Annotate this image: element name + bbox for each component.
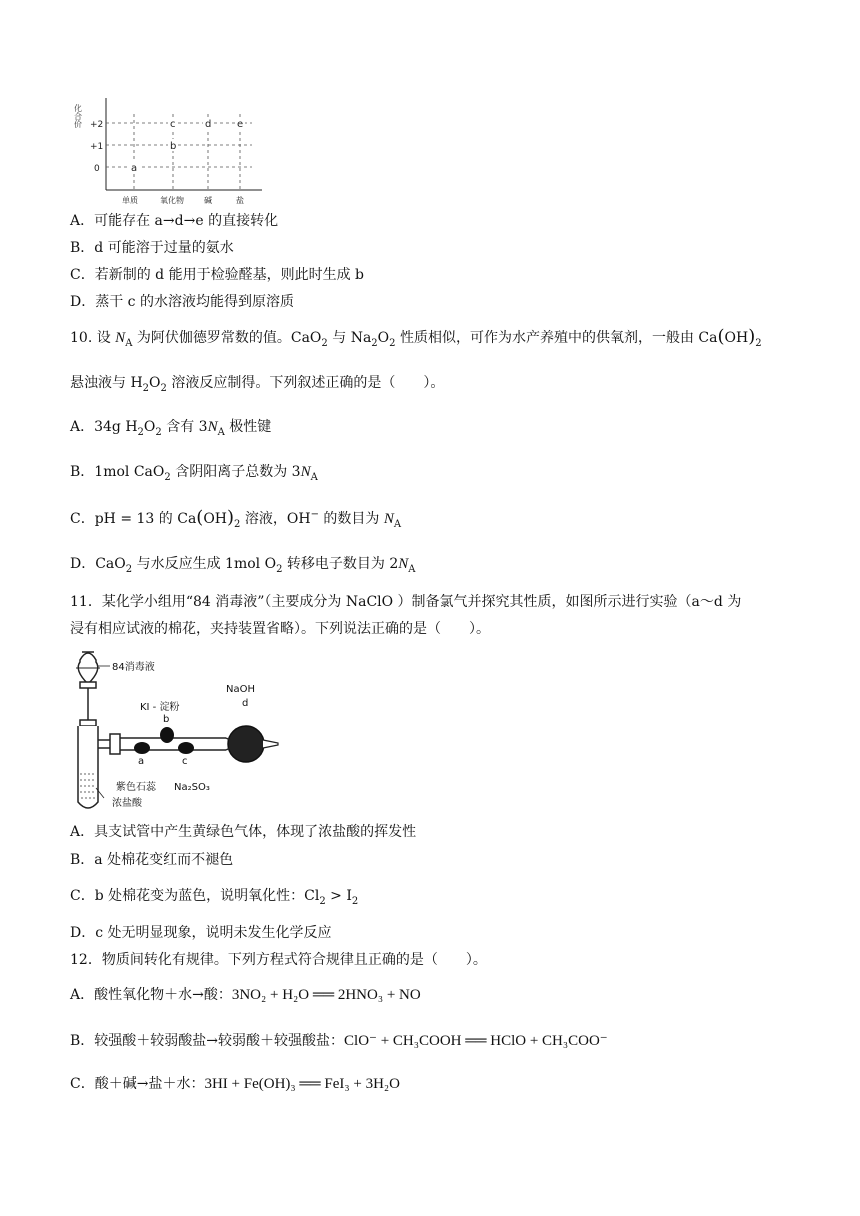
ki-label: KI - 淀粉 xyxy=(140,702,180,713)
q10-stem-line1: 10. 设 $N_A$ 为阿伏伽德罗常数的值。CaO$_2$ 与 $Na_2O_2$ 性质相似，可作为水产养殖中的供氧剂，一般由 $Ca(OH)_2$ xyxy=(70,326,762,349)
q12-option-a: A．酸性氧化物＋水→酸：3NO₂ + H₂O ══ 2HNO₃ + NO xyxy=(70,987,421,1003)
ytick-plus1: +1 xyxy=(90,142,104,152)
point-a: a xyxy=(131,163,138,174)
point-c: c xyxy=(170,119,176,130)
q9-option-a: A．可能存在 a→d→e 的直接转化 xyxy=(70,213,279,229)
valence-chart xyxy=(72,94,272,206)
q9-option-d: D．蒸干 c 的水溶液均能得到原溶质 xyxy=(70,294,294,310)
xtick-base: 碱 xyxy=(204,196,212,205)
apparatus-diagram xyxy=(66,644,280,816)
acid-label: 浓盐酸 xyxy=(112,798,142,809)
label-d: d xyxy=(242,698,249,709)
label-c: c xyxy=(182,756,188,767)
q11-option-a: A．具支试管中产生黄绿色气体，体现了浓盐酸的挥发性 xyxy=(70,824,417,840)
q10-option-b: B．1mol CaO$_2$ 含阴阳离子总数为 $3N_A$ xyxy=(70,464,318,483)
q12-stem: 12．物质间转化有规律。下列方程式符合规律且正确的是（ ）。 xyxy=(70,952,487,968)
q11-stem-line1: 11．某化学小组用“84 消毒液”（主要成分为 NaClO ）制备氯气并探究其性质，如图所示进行实验（a～d 为 xyxy=(70,594,742,610)
xtick-salt: 盐 xyxy=(236,196,244,205)
q12-option-b: B．较强酸＋较弱酸盐→较弱酸＋较强酸盐：ClO⁻ + CH₃COOH ══ HClO + CH₃COO⁻ xyxy=(70,1033,608,1049)
q10-option-a: A．34g $H_2O_2$ 含有 $3N_A$ 极性键 xyxy=(70,419,272,438)
ytick-zero: 0 xyxy=(94,164,100,174)
point-b: b xyxy=(170,141,177,152)
xtick-oxide: 氧化物 xyxy=(160,196,184,205)
naoh-label: NaOH xyxy=(226,684,255,695)
q10-option-d: D．CaO$_2$ 与水反应生成 1mol $O_2$ 转移电子数目为 $2N_A$ xyxy=(70,556,416,575)
chart-ylabel: 化合价 xyxy=(73,104,83,128)
q10-stem-line2: 悬浊液与 $H_2O_2$ 溶液反应制得。下列叙述正确的是（ ）。 xyxy=(70,375,445,394)
na2so3-label: Na₂SO₃ xyxy=(174,782,210,793)
litmus-label: 紫色石蕊 xyxy=(116,782,156,793)
q11-option-d: D．c 处无明显现象，说明未发生化学反应 xyxy=(70,925,332,941)
funnel-label: 84消毒液 xyxy=(112,662,155,673)
q11-option-b: B．a 处棉花变红而不褪色 xyxy=(70,852,234,868)
q11-stem-line2: 浸有相应试液的棉花，夹持装置省略）。下列说法正确的是（ ）。 xyxy=(70,621,490,637)
q9-option-c: C．若新制的 d 能用于检验醛基，则此时生成 b xyxy=(70,267,364,283)
q10-option-c: C．pH = 13 的 $Ca(OH)_2$ 溶液，OH− 的数目为 $N_A$ xyxy=(70,507,402,530)
point-e: e xyxy=(237,119,244,130)
label-a: a xyxy=(138,756,145,767)
q11-option-c: C．b 处棉花变为蓝色，说明氧化性：$Cl_2 > I_2$ xyxy=(70,888,359,907)
ytick-plus2: +2 xyxy=(90,120,104,130)
q12-option-c: C．酸＋碱→盐＋水：3HI + Fe(OH)₃ ══ FeI₃ + 3H₂O xyxy=(70,1076,400,1092)
xtick-element: 单质 xyxy=(122,196,138,205)
q9-option-b: B．d 可能溶于过量的氨水 xyxy=(70,240,234,256)
label-b: b xyxy=(163,714,170,725)
point-d: d xyxy=(205,119,212,130)
